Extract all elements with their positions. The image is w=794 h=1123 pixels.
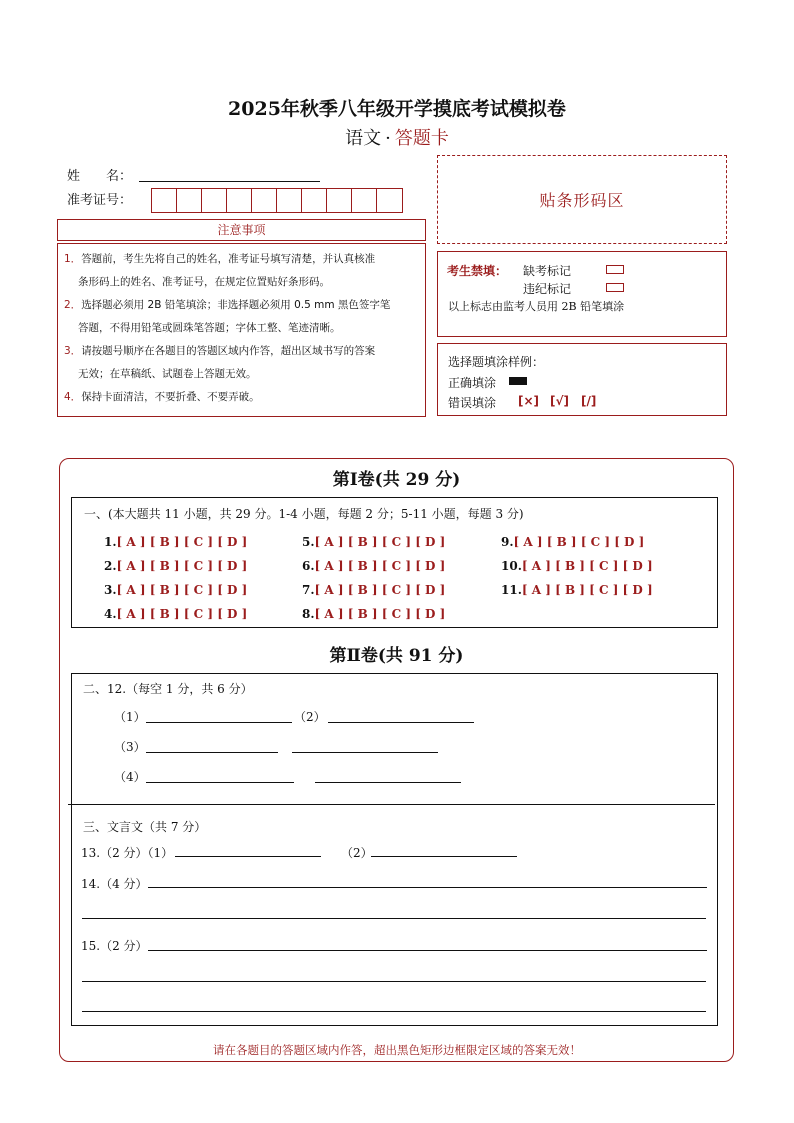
blank-label: （2） <box>294 710 326 724</box>
question-number: 3. <box>104 583 117 597</box>
violation-mark-box[interactable] <box>606 283 624 292</box>
choice-options[interactable]: [ A ] [ B ] [ C ] [ D ] <box>314 607 446 621</box>
classical-head: 三、文言文（共 7 分） <box>83 820 207 834</box>
choice-options[interactable]: [ A ] [ B ] [ C ] [ D ] <box>116 559 248 573</box>
question-number: 10. <box>501 559 522 573</box>
barcode-area <box>437 155 727 244</box>
question-number: 11. <box>501 583 522 597</box>
choice-row[interactable] <box>104 583 247 597</box>
absent-mark-box[interactable] <box>606 265 624 274</box>
notice-text: 答题前，考生先将自己的姓名，准考证号填写清楚，并认真核准 <box>81 253 376 265</box>
exam-title: 2025年秋季八年级开学摸底考试模拟卷 <box>228 98 566 120</box>
q12-section <box>71 673 718 805</box>
notice-box <box>57 243 426 417</box>
choice-options[interactable]: [ A ] [ B ] [ C ] [ D ] <box>521 559 653 573</box>
q13-label: 13.（2 分）（1） <box>81 846 174 860</box>
blank-label: （3） <box>114 740 146 754</box>
violation-label: 违纪标记 <box>523 282 572 296</box>
question-number: 9. <box>501 535 514 549</box>
name-field[interactable] <box>139 181 320 182</box>
choice-row[interactable] <box>302 535 445 549</box>
choice-row[interactable] <box>302 607 445 621</box>
notice-text: 无效；在草稿纸、试题卷上答题无效。 <box>78 368 257 380</box>
forbidden-marks-box <box>437 251 727 337</box>
fill-sample-box <box>437 343 727 416</box>
id-cell[interactable] <box>302 189 327 212</box>
answer-line[interactable] <box>148 950 707 951</box>
name-label: 姓 名： <box>67 169 133 184</box>
answer-line[interactable] <box>175 856 321 857</box>
answer-line[interactable] <box>328 722 474 723</box>
answer-line[interactable] <box>146 782 294 783</box>
blank-label: （1） <box>114 710 146 724</box>
id-cell[interactable] <box>227 189 252 212</box>
question-number: 2. <box>104 559 117 573</box>
choice-options[interactable]: [ A ] [ B ] [ C ] [ D ] <box>314 535 446 549</box>
part2-title: 第Ⅱ卷(共 91 分) <box>329 646 464 666</box>
id-cell[interactable] <box>327 189 352 212</box>
choice-row[interactable] <box>501 583 653 597</box>
answer-line[interactable] <box>82 981 706 982</box>
question-number: 4. <box>104 607 117 621</box>
answer-line[interactable] <box>371 856 517 857</box>
question-number: 6. <box>302 559 315 573</box>
question-number: 5. <box>302 535 315 549</box>
sample-title: 选择题填涂样例： <box>448 355 545 369</box>
wrong-fill-label: 错误填涂 <box>448 396 497 410</box>
subtitle-separator: · <box>385 128 391 149</box>
answer-card-label: 答题卡 <box>394 128 449 149</box>
id-cell[interactable] <box>202 189 227 212</box>
id-cell[interactable] <box>277 189 302 212</box>
id-cell[interactable] <box>177 189 202 212</box>
notice-item <box>64 294 419 317</box>
question-number: 8. <box>302 607 315 621</box>
question-number: 1. <box>104 535 117 549</box>
notice-num: 3． <box>64 345 82 357</box>
notice-text: 选择题必须用 2B 铅笔填涂；非选择题必须用 0.5 mm 黑色签字笔 <box>81 299 391 311</box>
notice-num: 1． <box>64 253 82 265</box>
exam-id-boxes[interactable] <box>151 188 403 213</box>
answer-line[interactable] <box>146 722 292 723</box>
barcode-label: 贴条形码区 <box>539 191 625 210</box>
notice-text: 答题，不得用铅笔或圆珠笔答题；字体工整、笔迹清晰。 <box>78 322 341 334</box>
choice-row[interactable] <box>104 535 247 549</box>
footer-warning: 请在各题目的答题区域内作答，超出黑色矩形边框限定区域的答案无效！ <box>213 1043 581 1057</box>
notice-item <box>64 248 419 271</box>
subject-label: 语文 <box>345 128 382 149</box>
notice-num: 2． <box>64 299 82 311</box>
forbidden-note: 以上标志由监考人员用 2B 铅笔填涂 <box>448 300 625 313</box>
q13b-label: （2） <box>341 846 373 860</box>
wrong-mark-3: [/] <box>581 394 597 408</box>
choice-options[interactable]: [ A ] [ B ] [ C ] [ D ] <box>513 535 645 549</box>
q15-label: 15.（2 分） <box>81 939 148 953</box>
id-cell[interactable] <box>352 189 377 212</box>
notice-item <box>64 340 419 363</box>
q14-label: 14.（4 分） <box>81 877 148 891</box>
classical-section <box>71 804 718 1026</box>
wrong-mark-1: [×] <box>518 394 540 408</box>
id-cell[interactable] <box>152 189 177 212</box>
choice-options[interactable]: [ A ] [ B ] [ C ] [ D ] <box>116 583 248 597</box>
choice-options[interactable]: [ A ] [ B ] [ C ] [ D ] <box>314 559 446 573</box>
notice-heading: 注意事项 <box>57 219 426 241</box>
answer-line[interactable] <box>292 752 438 753</box>
id-label: 准考证号： <box>67 193 133 208</box>
choice-row[interactable] <box>302 583 445 597</box>
blank-label: （4） <box>114 770 146 784</box>
question-number: 7. <box>302 583 315 597</box>
correct-fill-mark <box>509 377 527 385</box>
notice-text: 保持卡面清洁，不要折叠、不要弄破。 <box>81 391 260 403</box>
part1-title: 第Ⅰ卷(共 29 分) <box>332 470 461 490</box>
answer-line[interactable] <box>82 918 706 919</box>
choice-instruction: 一、(本大题共 11 小题，共 29 分。1-4 小题，每题 2 分；5-11 小题，每题 3 分) <box>84 507 524 521</box>
notice-text: 条形码上的姓名、准考证号，在规定位置贴好条形码。 <box>78 276 330 288</box>
choice-row[interactable] <box>104 559 247 573</box>
answer-line[interactable] <box>148 887 707 888</box>
forbidden-label: 考生禁填： <box>447 264 508 278</box>
exam-subtitle <box>0 124 794 150</box>
choice-options[interactable]: [ A ] [ B ] [ C ] [ D ] <box>314 583 446 597</box>
notice-item <box>64 386 419 409</box>
choice-row[interactable] <box>302 559 445 573</box>
answer-line[interactable] <box>315 782 461 783</box>
answer-line[interactable] <box>146 752 278 753</box>
choice-options[interactable]: [ A ] [ B ] [ C ] [ D ] <box>116 535 248 549</box>
choice-options[interactable]: [ A ] [ B ] [ C ] [ D ] <box>116 607 248 621</box>
choice-options[interactable]: [ A ] [ B ] [ C ] [ D ] <box>521 583 653 597</box>
choice-section <box>71 497 718 628</box>
choice-row[interactable] <box>501 559 653 573</box>
choice-row[interactable] <box>501 535 644 549</box>
absent-label: 缺考标记 <box>523 264 572 278</box>
q12-head: 二、12.（每空 1 分，共 6 分） <box>83 682 253 696</box>
correct-fill-label: 正确填涂 <box>448 376 497 390</box>
answer-line[interactable] <box>82 1011 706 1012</box>
notice-text: 请按题号顺序在各题目的答题区域内作答，超出区域书写的答案 <box>81 345 376 357</box>
wrong-mark-2: [√] <box>550 394 569 408</box>
id-cell[interactable] <box>377 189 402 212</box>
id-cell[interactable] <box>252 189 277 212</box>
choice-row[interactable] <box>104 607 247 621</box>
notice-num: 4． <box>64 391 82 403</box>
